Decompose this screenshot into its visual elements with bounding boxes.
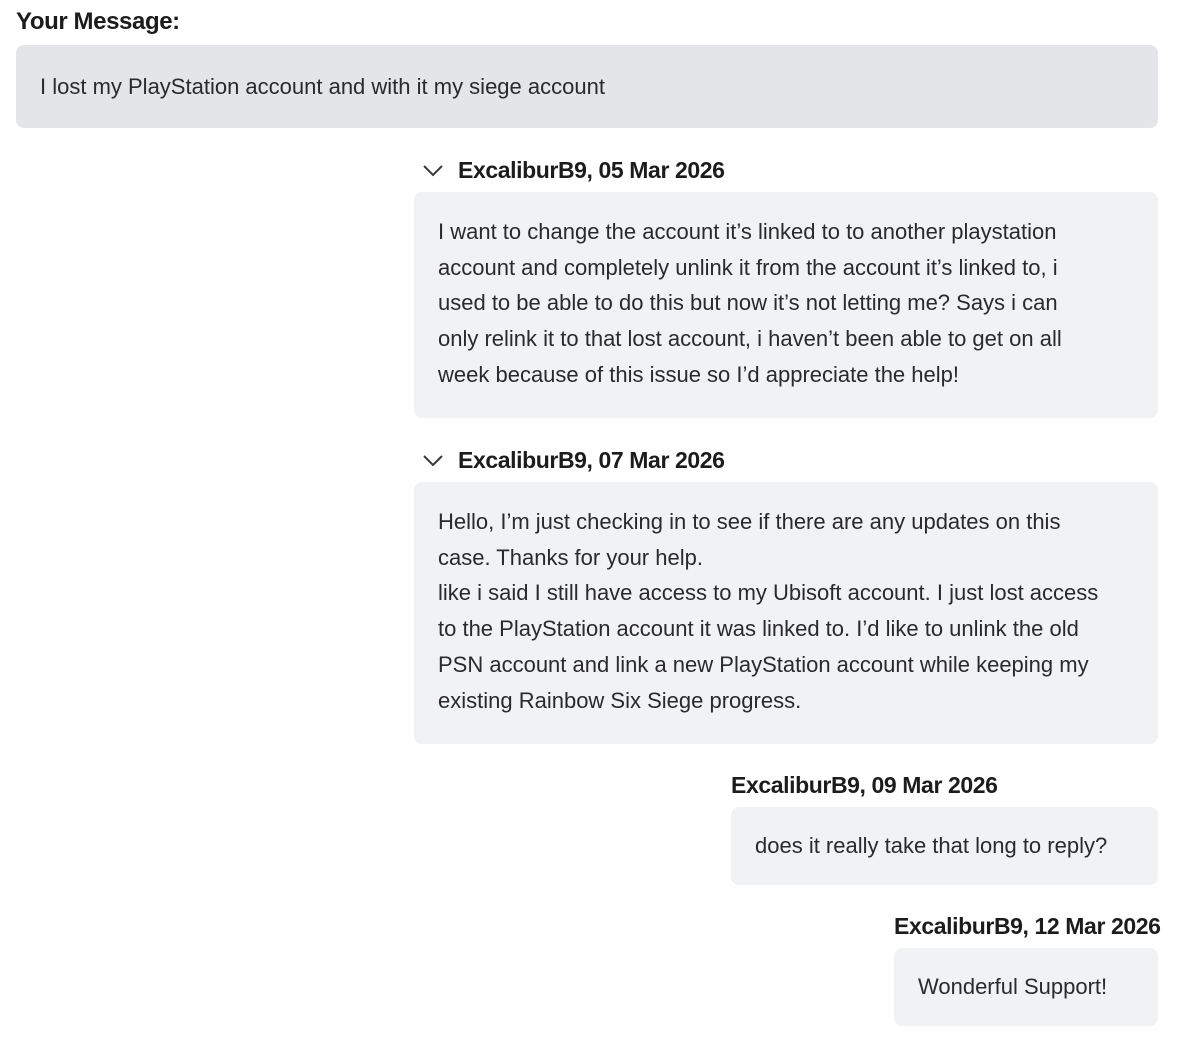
chevron-down-icon[interactable] (422, 454, 444, 468)
reply-bubble-2 (414, 482, 1158, 744)
reply-text-line: to the PlayStation account it was linked to. I’d like to unlink the old (438, 616, 1079, 642)
reply-author-date: ExcaliburB9, 09 Mar 2026 (731, 772, 998, 798)
reply-author-date: ExcaliburB9, 12 Mar 2026 (894, 913, 1161, 939)
reply-text-line: only relink it to that lost account, i haven’t been able to get on all (438, 326, 1062, 352)
reply-bubble-4 (894, 948, 1158, 1026)
reply-text-line: does it really take that long to reply? (755, 833, 1108, 858)
reply-text-line: case. Thanks for your help. (438, 544, 703, 570)
reply-author-date: ExcaliburB9, 05 Mar 2026 (458, 157, 725, 183)
reply-text-line: PSN account and link a new PlayStation account while keeping my (438, 651, 1089, 677)
reply-bubble-1 (414, 192, 1158, 418)
reply-text-line: account and completely unlink it from the account it’s linked to, i (438, 254, 1058, 280)
reply-header-4 (894, 913, 1161, 940)
original-message-text: I lost my PlayStation account and with it my siege account (40, 73, 605, 99)
page-heading: Your Message: (16, 8, 180, 35)
original-message (16, 45, 1158, 128)
reply-header-2[interactable] (422, 447, 725, 474)
reply-bubble-3 (731, 807, 1158, 885)
chevron-down-icon[interactable] (422, 164, 444, 178)
reply-header-3 (731, 772, 998, 799)
reply-text-line: Hello, I’m just checking in to see if there are any updates on this (438, 509, 1061, 534)
reply-text-line: week because of this issue so I’d appreciate the help! (438, 361, 959, 387)
reply-header-1[interactable] (422, 157, 725, 184)
reply-text-line: used to be able to do this but now it’s not letting me? Says i can (438, 290, 1058, 316)
reply-author-date: ExcaliburB9, 07 Mar 2026 (458, 447, 725, 473)
reply-text-line: I want to change the account it’s linked to to another playstation (438, 219, 1057, 244)
reply-text-line: Wonderful Support! (918, 974, 1108, 999)
reply-text-line: existing Rainbow Six Siege progress. (438, 687, 802, 713)
reply-text-line: like i said I still have access to my Ubisoft account. I just lost access (438, 580, 1099, 606)
